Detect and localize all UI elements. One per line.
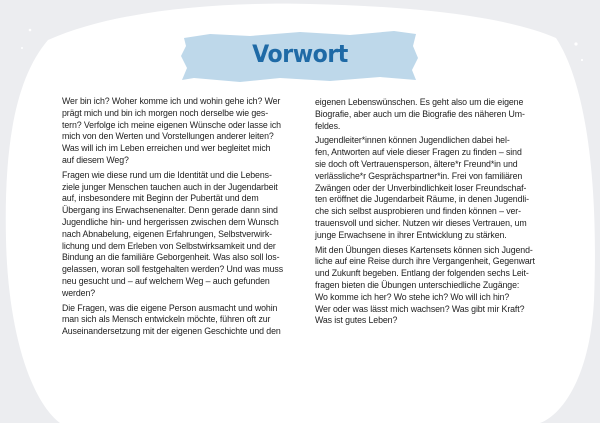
text-line: Wo komme ich her? Wo stehe ich? Wo will ich hin? — [315, 291, 510, 302]
text-line: auf, insbesondere mit Beginn der Pubertät und dem — [62, 193, 259, 204]
paragraph — [315, 97, 559, 132]
text-line: Jugendleiter*innen können Jugendlichen dabei hel- — [315, 135, 510, 146]
text-line: trauensvoll und sicher. Nutzen wir dieses Vertrauen, um — [315, 217, 527, 228]
text-line: Die Fragen, was die eigene Person ausmacht und wohin — [62, 302, 278, 313]
text-line: Bindung an die familiäre Geborgenheit. Was also soll los- — [62, 252, 280, 263]
text-line: werden? — [62, 287, 96, 298]
text-line: man sich als Mensch entwickeln möchte, führen oft zur — [62, 314, 271, 325]
text-line: Biografie, aber auch um die Biografie des näheren Um- — [315, 108, 525, 119]
text-line: tern? Verfolge ich meine eigenen Wünsche oder lasse ich — [62, 119, 281, 130]
text-line: Übergang ins Erwachsenenalter. Denn gerade dann sind — [62, 205, 278, 216]
text-line: ziele junger Menschen tauchen auch in der Jugendarbeit — [62, 181, 278, 192]
text-line: eigenen Lebenswünschen. Es geht also um die eigene — [315, 97, 524, 107]
text-line: mich von den Werten und Vorstellungen anderer leiten? — [62, 131, 274, 142]
paragraph — [315, 245, 559, 328]
text-line: che sich selbst ausprobieren und finden können – ver- — [315, 206, 521, 217]
text-line: lichung und dem Erleben von Selbstwirksamkeit und der — [62, 240, 276, 251]
text-line: Jugendliche hin- und hergerissen zwischen dem Wunsch — [62, 216, 279, 227]
text-line: auf diesem Weg? — [62, 154, 129, 165]
paragraph — [315, 135, 559, 241]
text-line: Mit den Übungen dieses Kartensets können sich Jugend- — [315, 244, 533, 255]
text-line: nach Abnabelung, eigenen Erfahrungen, Selbstverwirk- — [62, 228, 272, 239]
text-line: liche auf eine Reise durch ihre Vergangenheit, Gegenwart — [315, 256, 535, 267]
text-line: Zwängen oder der Unverbindlichkeit loser Freundschaf- — [315, 182, 527, 193]
text-line: ten eröffnet die Jugendarbeit Räume, in denen Jugendli- — [315, 194, 529, 205]
text-line: neu gesucht und – auf welchem Weg – auch gefunden — [62, 275, 270, 286]
text-line: Fragen wie diese rund um die Identität und die Lebens- — [62, 169, 272, 180]
paragraph — [62, 303, 306, 338]
text-line: verlässliche*r Gesprächspartner*in. Frei von familiären — [315, 170, 523, 181]
paragraph — [62, 96, 306, 167]
text-line: junge Erwachsene in ihrer Entwicklung zu stärken. — [315, 229, 507, 240]
paragraph — [62, 170, 306, 300]
text-line: feldes. — [315, 120, 341, 131]
text-line: Wer bin ich? Woher komme ich und wohin gehe ich? Wer — [62, 96, 281, 106]
text-line: fragen bieten die Übungen unterschiedliche Zugänge: — [315, 279, 520, 290]
text-line: Wer oder was lässt mich wachsen? Was gibt mir Kraft? — [315, 303, 525, 314]
text-line: prägt mich und bin ich morgen noch derselbe wie ges- — [62, 107, 269, 118]
text-line: sie doch oft Vertrauensperson, ältere*r Freund*in und — [315, 158, 518, 169]
text-line: Was ist gutes Leben? — [315, 315, 398, 326]
text-line: gelassen, woran soll festgehalten werden? Und was muss — [62, 264, 284, 275]
text-column-right — [315, 97, 559, 330]
text-column-left — [62, 96, 306, 341]
text-line: fen, Antworten auf viele dieser Fragen zu finden – sind — [315, 147, 522, 158]
text-line: Was will ich im Leben erreichen und wer begleitet mich — [62, 143, 271, 154]
text-line: Auseinandersetzung mit der eigenen Geschichte und den — [62, 326, 281, 337]
text-line: und Zukunft begeben. Entlang der folgenden sechs Leit- — [315, 268, 529, 279]
page-title: Vorwort — [252, 40, 348, 68]
